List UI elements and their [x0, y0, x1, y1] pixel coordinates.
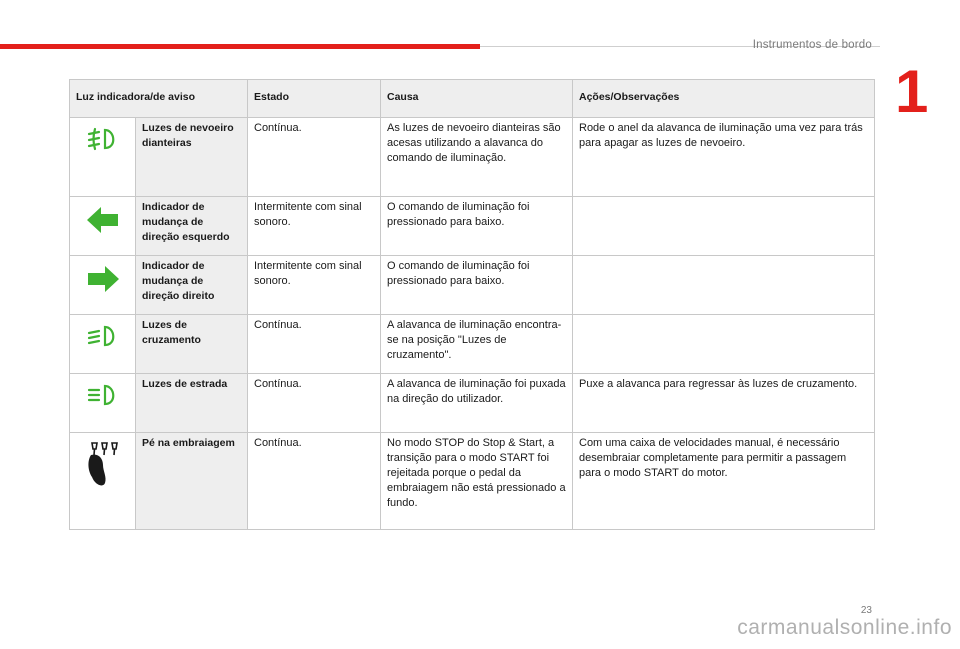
column-header-indicator: Luz indicadora/de aviso — [70, 80, 248, 118]
column-header-actions: Ações/Observações — [573, 80, 875, 118]
indicator-state: Contínua. — [248, 118, 381, 197]
table-row — [70, 256, 875, 315]
watermark: carmanualsonline.info — [737, 616, 952, 639]
left-turn-arrow-icon — [85, 205, 121, 235]
indicator-state: Contínua. — [248, 433, 381, 530]
indicator-cause: O comando de iluminação foi pressionado para baixo. — [381, 197, 573, 256]
right-turn-arrow-icon — [85, 264, 121, 294]
indicator-cause: No modo STOP do Stop & Start, a transição para o modo START foi rejeitada porque o pedal da embraiagem não está pressionado a fundo. — [381, 433, 573, 530]
indicator-name: Indicador de mudança de direção esquerdo — [136, 197, 248, 256]
indicator-cause: A alavanca de iluminação foi puxada na direção do utilizador. — [381, 374, 573, 433]
section-title: Instrumentos de bordo — [752, 39, 872, 51]
warning-lights-table — [69, 79, 875, 530]
indicator-action: Com uma caixa de velocidades manual, é necessário desembraiar completamente para permitir a passagem para o modo START do motor. — [573, 433, 875, 530]
table-row — [70, 118, 875, 197]
chapter-number: 1 — [895, 58, 929, 125]
indicator-action — [573, 315, 875, 374]
table-row — [70, 433, 875, 530]
indicator-icon-cell — [70, 433, 136, 530]
header-red-bar — [0, 44, 480, 49]
indicator-name: Pé na embraiagem — [136, 433, 248, 530]
indicator-action: Puxe a alavanca para regressar às luzes de cruzamento. — [573, 374, 875, 433]
dipped-beam-icon — [85, 323, 121, 349]
indicator-cause: O comando de iluminação foi pressionado para baixo. — [381, 256, 573, 315]
table-row — [70, 197, 875, 256]
indicator-action — [573, 197, 875, 256]
page-number: 23 — [860, 605, 872, 616]
indicator-cause: A alavanca de iluminação encontra-se na posição "Luzes de cruzamento". — [381, 315, 573, 374]
table-header-row — [70, 80, 875, 118]
table-row — [70, 374, 875, 433]
indicator-name: Luzes de cruzamento — [136, 315, 248, 374]
indicator-name: Indicador de mudança de direção direito — [136, 256, 248, 315]
indicator-name: Luzes de nevoeiro dianteiras — [136, 118, 248, 197]
indicator-state: Intermitente com sinal sonoro. — [248, 197, 381, 256]
column-header-state: Estado — [248, 80, 381, 118]
clutch-pedal-foot-icon — [83, 441, 123, 489]
indicator-name: Luzes de estrada — [136, 374, 248, 433]
indicator-action: Rode o anel da alavanca de iluminação uma vez para trás para apagar as luzes de nevoeiro. — [573, 118, 875, 197]
indicator-icon-cell — [70, 256, 136, 315]
indicator-icon-cell — [70, 374, 136, 433]
indicator-state: Contínua. — [248, 315, 381, 374]
table-row — [70, 315, 875, 374]
indicator-state: Contínua. — [248, 374, 381, 433]
indicator-cause: As luzes de nevoeiro dianteiras são acesas utilizando a alavanca do comando de iluminação. — [381, 118, 573, 197]
column-header-cause: Causa — [381, 80, 573, 118]
indicator-state: Intermitente com sinal sonoro. — [248, 256, 381, 315]
main-beam-icon — [85, 382, 121, 408]
indicator-icon-cell — [70, 315, 136, 374]
indicator-icon-cell — [70, 197, 136, 256]
indicator-action — [573, 256, 875, 315]
indicator-icon-cell — [70, 118, 136, 197]
front-fog-lamp-icon — [85, 126, 121, 152]
